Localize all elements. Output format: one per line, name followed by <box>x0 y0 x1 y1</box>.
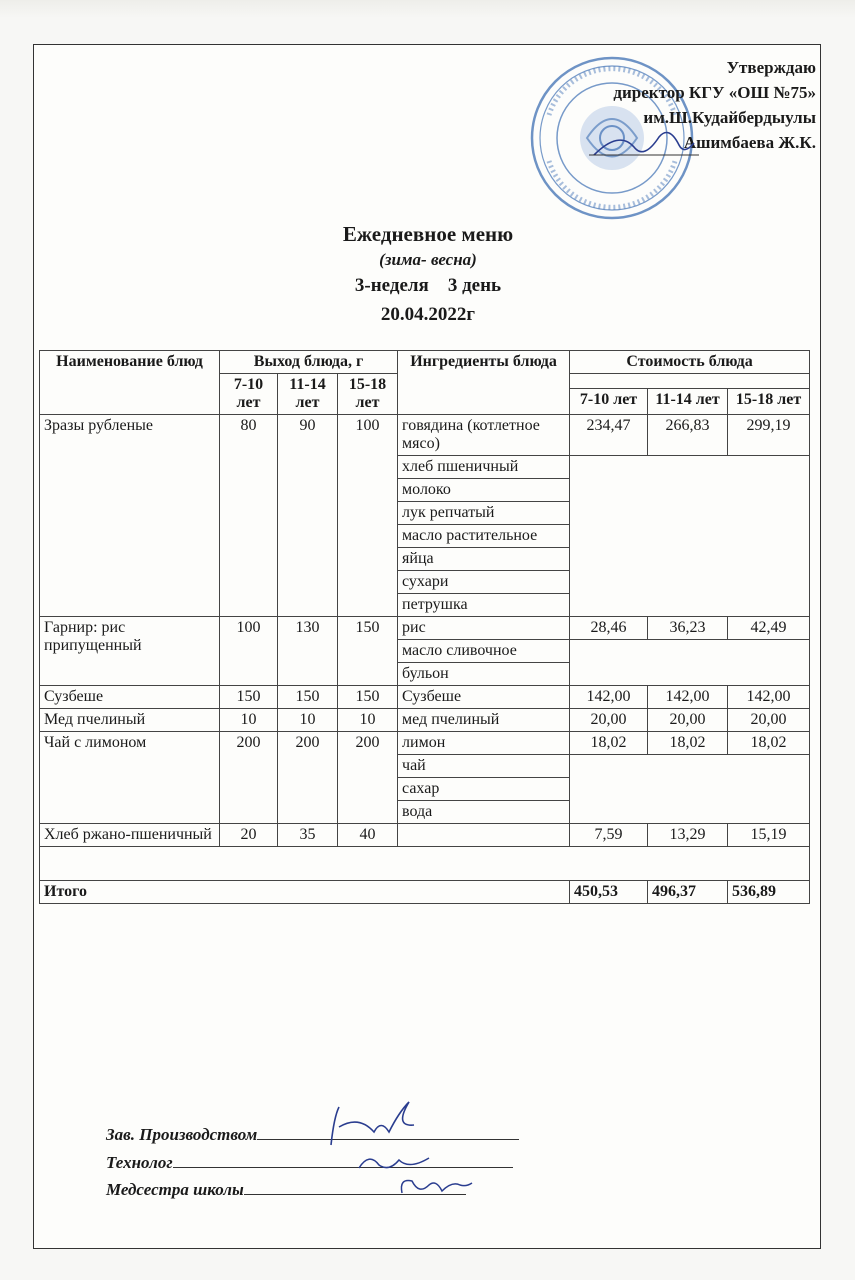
header-cost-spacer <box>570 374 810 389</box>
dish-cost: 42,49 <box>728 617 810 640</box>
menu-date: 20.04.2022г <box>380 304 476 325</box>
approval-line-3: им.Ш.Кудайбердыулы <box>643 108 816 127</box>
dish-yield: 40 <box>338 824 398 847</box>
cost-blank <box>570 640 810 686</box>
dish-cost: 36,23 <box>648 617 728 640</box>
dish-cost: 142,00 <box>570 686 648 709</box>
dish-cost: 20,00 <box>728 709 810 732</box>
menu-week-day: 3-неделя 3 день <box>354 275 502 296</box>
ingredient: петрушка <box>398 594 570 617</box>
ingredient: масло растительное <box>398 525 570 548</box>
dish-yield: 150 <box>338 617 398 686</box>
dish-yield: 90 <box>278 415 338 617</box>
total-label: Итого <box>40 881 570 904</box>
total-row <box>40 881 810 904</box>
menu-season: (зима- весна) <box>379 250 477 269</box>
dish-row <box>40 824 810 847</box>
signature-production-label: Зав. Производством <box>106 1125 258 1144</box>
ingredient: хлеб пшеничный <box>398 456 570 479</box>
dish-name: Сузбеше <box>40 686 220 709</box>
dish-cost: 18,02 <box>648 732 728 755</box>
ingredient: чай <box>398 755 570 778</box>
dish-name: Мед пчелиный <box>40 709 220 732</box>
nurse-signature <box>394 1173 474 1201</box>
dish-cost: 299,19 <box>728 415 810 456</box>
signature-production <box>106 1125 519 1145</box>
dish-yield: 20 <box>220 824 278 847</box>
ingredient: лимон <box>398 732 570 755</box>
total-cost-11-14: 496,37 <box>648 881 728 904</box>
dish-yield: 150 <box>338 686 398 709</box>
header-cost: Стоимость блюда <box>570 351 810 374</box>
ingredient: вода <box>398 801 570 824</box>
dish-yield: 200 <box>338 732 398 824</box>
dish-cost: 15,19 <box>728 824 810 847</box>
empty-row <box>40 847 810 881</box>
ingredient: рис <box>398 617 570 640</box>
scan-edge <box>0 0 855 18</box>
total-cost-7-10: 450,53 <box>570 881 648 904</box>
signature-technologist-label: Технолог <box>106 1153 173 1172</box>
dish-yield: 100 <box>220 617 278 686</box>
dish-yield: 80 <box>220 415 278 617</box>
dish-name: Хлеб ржано-пшеничный <box>40 824 220 847</box>
dish-yield: 130 <box>278 617 338 686</box>
director-signature <box>589 125 699 165</box>
ingredient: мед пчелиный <box>398 709 570 732</box>
ingredient: яйца <box>398 548 570 571</box>
header-dish-name: Наименование блюд <box>40 351 220 415</box>
dish-yield: 10 <box>278 709 338 732</box>
dish-name: Чай с лимоном <box>40 732 220 824</box>
dish-cost: 18,02 <box>728 732 810 755</box>
ingredient: сухари <box>398 571 570 594</box>
approval-line-1: Утверждаю <box>726 58 816 77</box>
dish-cost: 20,00 <box>648 709 728 732</box>
header-ingredients: Ингредиенты блюда <box>398 351 570 415</box>
dish-cost: 28,46 <box>570 617 648 640</box>
dish-cost: 142,00 <box>648 686 728 709</box>
ingredient: бульон <box>398 663 570 686</box>
approval-line-4: Ашимбаева Ж.К. <box>683 133 816 152</box>
approval-line-2: директор КГУ «ОШ №75» <box>613 83 816 102</box>
dish-cost: 18,02 <box>570 732 648 755</box>
dish-row <box>40 415 810 456</box>
cost-blank <box>570 755 810 824</box>
dish-cost: 266,83 <box>648 415 728 456</box>
dish-row <box>40 709 810 732</box>
header-cost-age-11-14: 11-14 лет <box>648 389 728 415</box>
dish-yield: 200 <box>278 732 338 824</box>
dish-row <box>40 686 810 709</box>
header-cost-age-15-18: 15-18 лет <box>728 389 810 415</box>
total-cost-15-18: 536,89 <box>728 881 810 904</box>
signature-technologist <box>106 1153 513 1173</box>
header-yield-age-15-18: 15-18 лет <box>338 374 398 415</box>
dish-name: Гарнир: рис припущенный <box>40 617 220 686</box>
dish-cost: 7,59 <box>570 824 648 847</box>
ingredient <box>398 824 570 847</box>
dish-cost: 20,00 <box>570 709 648 732</box>
dish-name: Зразы рубленые <box>40 415 220 617</box>
menu-table <box>39 350 810 904</box>
dish-yield: 150 <box>278 686 338 709</box>
header-yield-age-7-10: 7-10 лет <box>220 374 278 415</box>
menu-title: Ежедневное меню <box>342 222 514 246</box>
dish-cost: 234,47 <box>570 415 648 456</box>
ingredient: сахар <box>398 778 570 801</box>
ingredient: Сузбеше <box>398 686 570 709</box>
signature-nurse-label: Медсестра школы <box>106 1180 244 1199</box>
ingredient: масло сливочное <box>398 640 570 663</box>
dish-yield: 35 <box>278 824 338 847</box>
dish-yield: 200 <box>220 732 278 824</box>
menu-document <box>33 44 821 1249</box>
header-yield-age-11-14: 11-14 лет <box>278 374 338 415</box>
header-yield: Выход блюда, г <box>220 351 398 374</box>
dish-row <box>40 732 810 755</box>
cost-blank <box>570 456 810 617</box>
dish-yield: 150 <box>220 686 278 709</box>
ingredient: лук репчатый <box>398 502 570 525</box>
dish-cost: 13,29 <box>648 824 728 847</box>
header-cost-age-7-10: 7-10 лет <box>570 389 648 415</box>
dish-yield: 10 <box>220 709 278 732</box>
dish-yield: 10 <box>338 709 398 732</box>
ingredient: молоко <box>398 479 570 502</box>
production-signature <box>319 1097 429 1152</box>
dish-cost: 142,00 <box>728 686 810 709</box>
dish-row <box>40 617 810 640</box>
technologist-signature <box>354 1150 434 1175</box>
ingredient: говядина (котлетное мясо) <box>398 415 570 456</box>
dish-yield: 100 <box>338 415 398 617</box>
menu-table-body <box>40 415 810 847</box>
